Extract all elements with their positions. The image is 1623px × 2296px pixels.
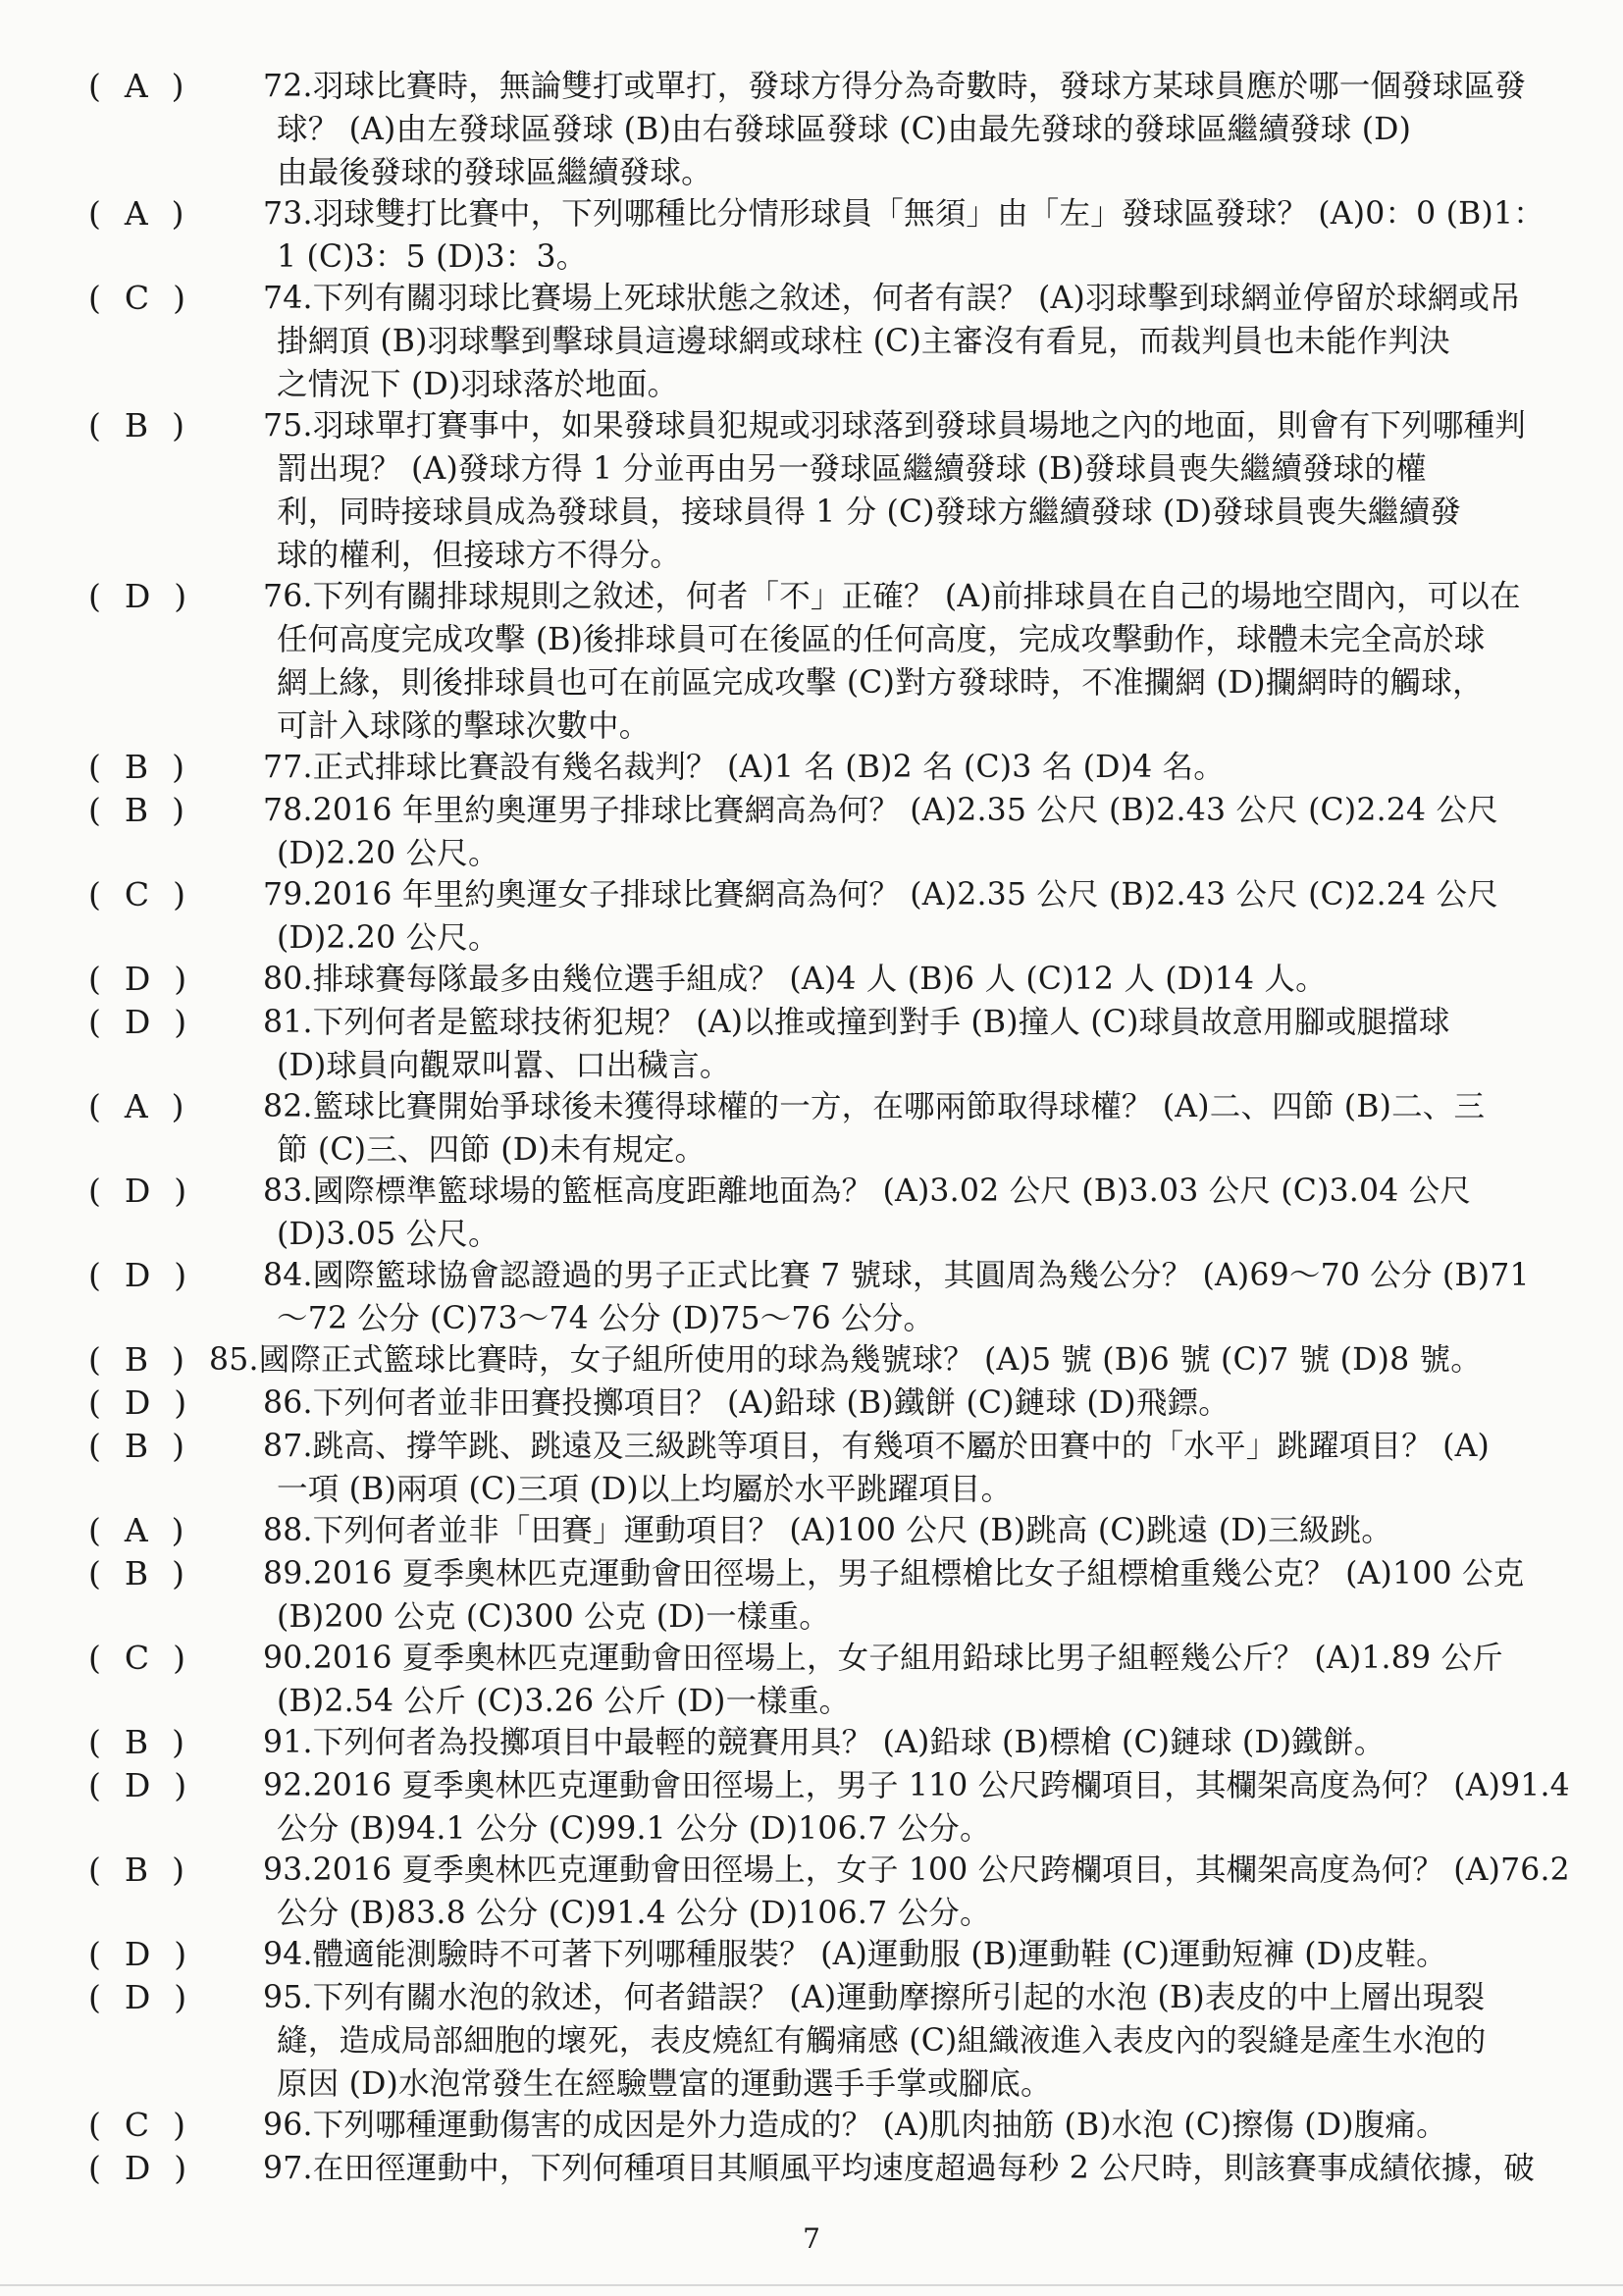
answer-key: ( B ) xyxy=(88,1427,185,1465)
question-text: 原因 (D)水泡常發生在經驗豐富的運動選手手掌或腳底。 xyxy=(277,2066,1052,2102)
question-text: (D)球員向觀眾叫囂、口出穢言。 xyxy=(277,1048,731,1083)
answer-key: ( B ) xyxy=(88,791,185,829)
question-text: 公分 (B)94.1 公分 (C)99.1 公分 (D)106.7 公分。 xyxy=(277,1811,991,1847)
answer-key: ( C ) xyxy=(88,279,186,317)
question-text: (D)2.20 公尺。 xyxy=(277,920,499,956)
question-text: 94.體適能測驗時不可著下列哪種服裝？ (A)運動服 (B)運動鞋 (C)運動短褲 (D)皮鞋。 xyxy=(263,1937,1447,1972)
question-text: (B)200 公克 (C)300 公克 (D)一樣重。 xyxy=(277,1599,830,1635)
question-text: 之情況下 (D)羽球落於地面。 xyxy=(277,367,679,402)
question-text: 球的權利，但接球方不得分。 xyxy=(277,538,682,573)
answer-key: ( D ) xyxy=(88,1766,188,1804)
answer-key: ( B ) xyxy=(88,1851,185,1889)
question-text: 罰出現？ (A)發球方得 1 分並再由另一發球區繼續發球 (B)發球員喪失繼續發球的權 xyxy=(277,451,1427,487)
answer-key: ( D ) xyxy=(88,2149,188,2187)
answer-key: ( D ) xyxy=(88,1383,188,1422)
question-text: 85.國際正式籃球比賽時，女子組所使用的球為幾號球？ (A)5 號 (B)6 號 (C)7 號 (D)8 號。 xyxy=(209,1342,1482,1378)
answer-key: ( C ) xyxy=(88,875,186,913)
question-text: 81.下列何者是籃球技術犯規？ (A)以推或撞到對手 (B)撞人 (C)球員故意用腳或腿擋球 xyxy=(263,1005,1450,1040)
question-text: 由最後發球的發球區繼續發球。 xyxy=(277,155,712,190)
question-text: 73.羽球雙打比賽中，下列哪種比分情形球員「無須」由「左」發球區發球？ (A)0：0 (B)1： xyxy=(263,196,1544,232)
question-text: 92.2016 夏季奧林匹克運動會田徑場上，男子 110 公尺跨欄項目，其欄架高度為何？ (A)91.4 xyxy=(263,1768,1570,1803)
answer-key: ( B ) xyxy=(88,406,185,444)
question-text: 88.下列何者並非「田賽」運動項目？ (A)100 公尺 (B)跳高 (C)跳遠 (D)三級跳。 xyxy=(263,1513,1392,1548)
question-text: 91.下列何者為投擲項目中最輕的競賽用具？ (A)鉛球 (B)標槍 (C)鏈球 (D)鐵餅。 xyxy=(263,1725,1386,1760)
question-text: 網上緣，則後排球員也可在前區完成攻擊 (C)對方發球時，不准攔網 (D)攔網時的觸球， xyxy=(277,665,1484,701)
answer-key: ( B ) xyxy=(88,748,185,786)
question-text: 75.羽球單打賽事中，如果發球員犯規或羽球落到發球員場地之內的地面，則會有下列哪種判 xyxy=(263,408,1526,444)
question-text: 93.2016 夏季奧林匹克運動會田徑場上，女子 100 公尺跨欄項目，其欄架高度為何？ (A)76.2 xyxy=(263,1852,1570,1888)
question-text: 可計入球隊的擊球次數中。 xyxy=(277,708,651,744)
answer-key: ( D ) xyxy=(88,1935,188,1973)
answer-key: ( B ) xyxy=(88,1723,185,1761)
answer-key: ( A ) xyxy=(88,1511,185,1549)
question-text: 76.下列有關排球規則之敘述，何者「不」正確？ (A)前排球員在自己的場地空間內，可以在 xyxy=(263,579,1521,614)
question-text: 利，同時接球員成為發球員，接球員得 1 分 (C)發球方繼續發球 (D)發球員喪失繼續發 xyxy=(277,495,1461,530)
question-text: 1 (C)3：5 (D)3：3。 xyxy=(277,239,588,275)
answer-key: ( D ) xyxy=(88,577,188,615)
question-text: 節 (C)三、四節 (D)未有規定。 xyxy=(277,1132,707,1168)
answer-key: ( A ) xyxy=(88,1087,185,1125)
question-text: 一項 (B)兩項 (C)三項 (D)以上均屬於水平跳躍項目。 xyxy=(277,1472,1013,1507)
question-text: 球？ (A)由左發球區發球 (B)由右發球區發球 (C)由最先發球的發球區繼續發球 (D) xyxy=(277,112,1412,147)
answer-key: ( A ) xyxy=(88,194,185,233)
answer-key: ( A ) xyxy=(88,67,185,105)
question-text: 79.2016 年里約奧運女子排球比賽網高為何？ (A)2.35 公尺 (B)2.43 公尺 (C)2.24 公尺 xyxy=(263,877,1498,913)
question-text: 83.國際標準籃球場的籃框高度距離地面為？ (A)3.02 公尺 (B)3.03 公尺 (C)3.04 公尺 xyxy=(263,1174,1472,1209)
question-text: 公分 (B)83.8 公分 (C)91.4 公分 (D)106.7 公分。 xyxy=(277,1896,991,1931)
answer-key: ( D ) xyxy=(88,1978,188,2016)
question-text: ～72 公分 (C)73～74 公分 (D)75～76 公分。 xyxy=(277,1301,935,1336)
question-text: 78.2016 年里約奧運男子排球比賽網高為何？ (A)2.35 公尺 (B)2.43 公尺 (C)2.24 公尺 xyxy=(263,793,1498,828)
question-text: 74.下列有關羽球比賽場上死球狀態之敘述，何者有誤？ (A)羽球擊到球網並停留於球網或吊 xyxy=(263,281,1521,316)
question-text: 97.在田徑運動中，下列何種項目其順風平均速度超過每秒 2 公尺時，則該賽事成績依據，破 xyxy=(263,2151,1535,2186)
answer-key: ( D ) xyxy=(88,1003,188,1041)
answer-key: ( C ) xyxy=(88,2106,186,2144)
question-text: 80.排球賽每隊最多由幾位選手組成？ (A)4 人 (B)6 人 (C)12 人 (D)14 人。 xyxy=(263,962,1327,997)
question-text: (D)2.20 公尺。 xyxy=(277,836,499,871)
question-text: 掛網頂 (B)羽球擊到擊球員這邊球網或球柱 (C)主審沒有看見，而裁判員也未能作判決 xyxy=(277,324,1450,359)
scan-edge-divider xyxy=(0,2284,1623,2286)
question-text: 任何高度完成攻擊 (B)後排球員可在後區的任何高度，完成攻擊動作，球體未完全高於球 xyxy=(277,622,1486,657)
question-text: 82.籃球比賽開始爭球後未獲得球權的一方，在哪兩節取得球權？ (A)二、四節 (B)二、三 xyxy=(263,1089,1486,1124)
question-text: 77.正式排球比賽設有幾名裁判？ (A)1 名 (B)2 名 (C)3 名 (D)4 名。 xyxy=(263,750,1225,785)
question-text: 72.羽球比賽時，無論雙打或單打，發球方得分為奇數時，發球方某球員應於哪一個發球區發 xyxy=(263,69,1526,104)
answer-key: ( D ) xyxy=(88,1172,188,1210)
question-text: 86.下列何者並非田賽投擲項目？ (A)鉛球 (B)鐵餅 (C)鏈球 (D)飛鏢。 xyxy=(263,1385,1230,1421)
answer-key: ( B ) xyxy=(88,1554,185,1592)
answer-key: ( C ) xyxy=(88,1639,186,1677)
question-text: 縫，造成局部細胞的壞死，表皮燒紅有觸痛感 (C)組織液進入表皮內的裂縫是產生水泡的 xyxy=(277,2023,1487,2059)
question-text: 90.2016 夏季奧林匹克運動會田徑場上，女子組用鉛球比男子組輕幾公斤？ (A)1.89 公斤 xyxy=(263,1641,1503,1676)
question-text: 96.下列哪種運動傷害的成因是外力造成的？ (A)肌肉抽筋 (B)水泡 (C)擦傷 (D)腹痛。 xyxy=(263,2108,1447,2143)
page-number: 7 xyxy=(803,2222,820,2255)
answer-key: ( B ) xyxy=(88,1340,185,1379)
answer-key: ( D ) xyxy=(88,1256,188,1294)
question-text: 95.下列有關水泡的敘述，何者錯誤？ (A)運動摩擦所引起的水泡 (B)表皮的中上層出現裂 xyxy=(263,1980,1486,2015)
question-text: 87.跳高、撐竿跳、跳遠及三級跳等項目，有幾項不屬於田賽中的「水平」跳躍項目？ (A) xyxy=(263,1429,1491,1464)
question-text: (B)2.54 公斤 (C)3.26 公斤 (D)一樣重。 xyxy=(277,1684,851,1719)
question-text: 89.2016 夏季奧林匹克運動會田徑場上，男子組標槍比女子組標槍重幾公克？ (A)100 公克 xyxy=(263,1556,1525,1592)
answer-key: ( D ) xyxy=(88,960,188,998)
question-text: (D)3.05 公尺。 xyxy=(277,1217,499,1252)
question-text: 84.國際籃球協會認證過的男子正式比賽 7 號球，其圓周為幾公分？ (A)69～70 公分 (B)71 xyxy=(263,1258,1530,1293)
